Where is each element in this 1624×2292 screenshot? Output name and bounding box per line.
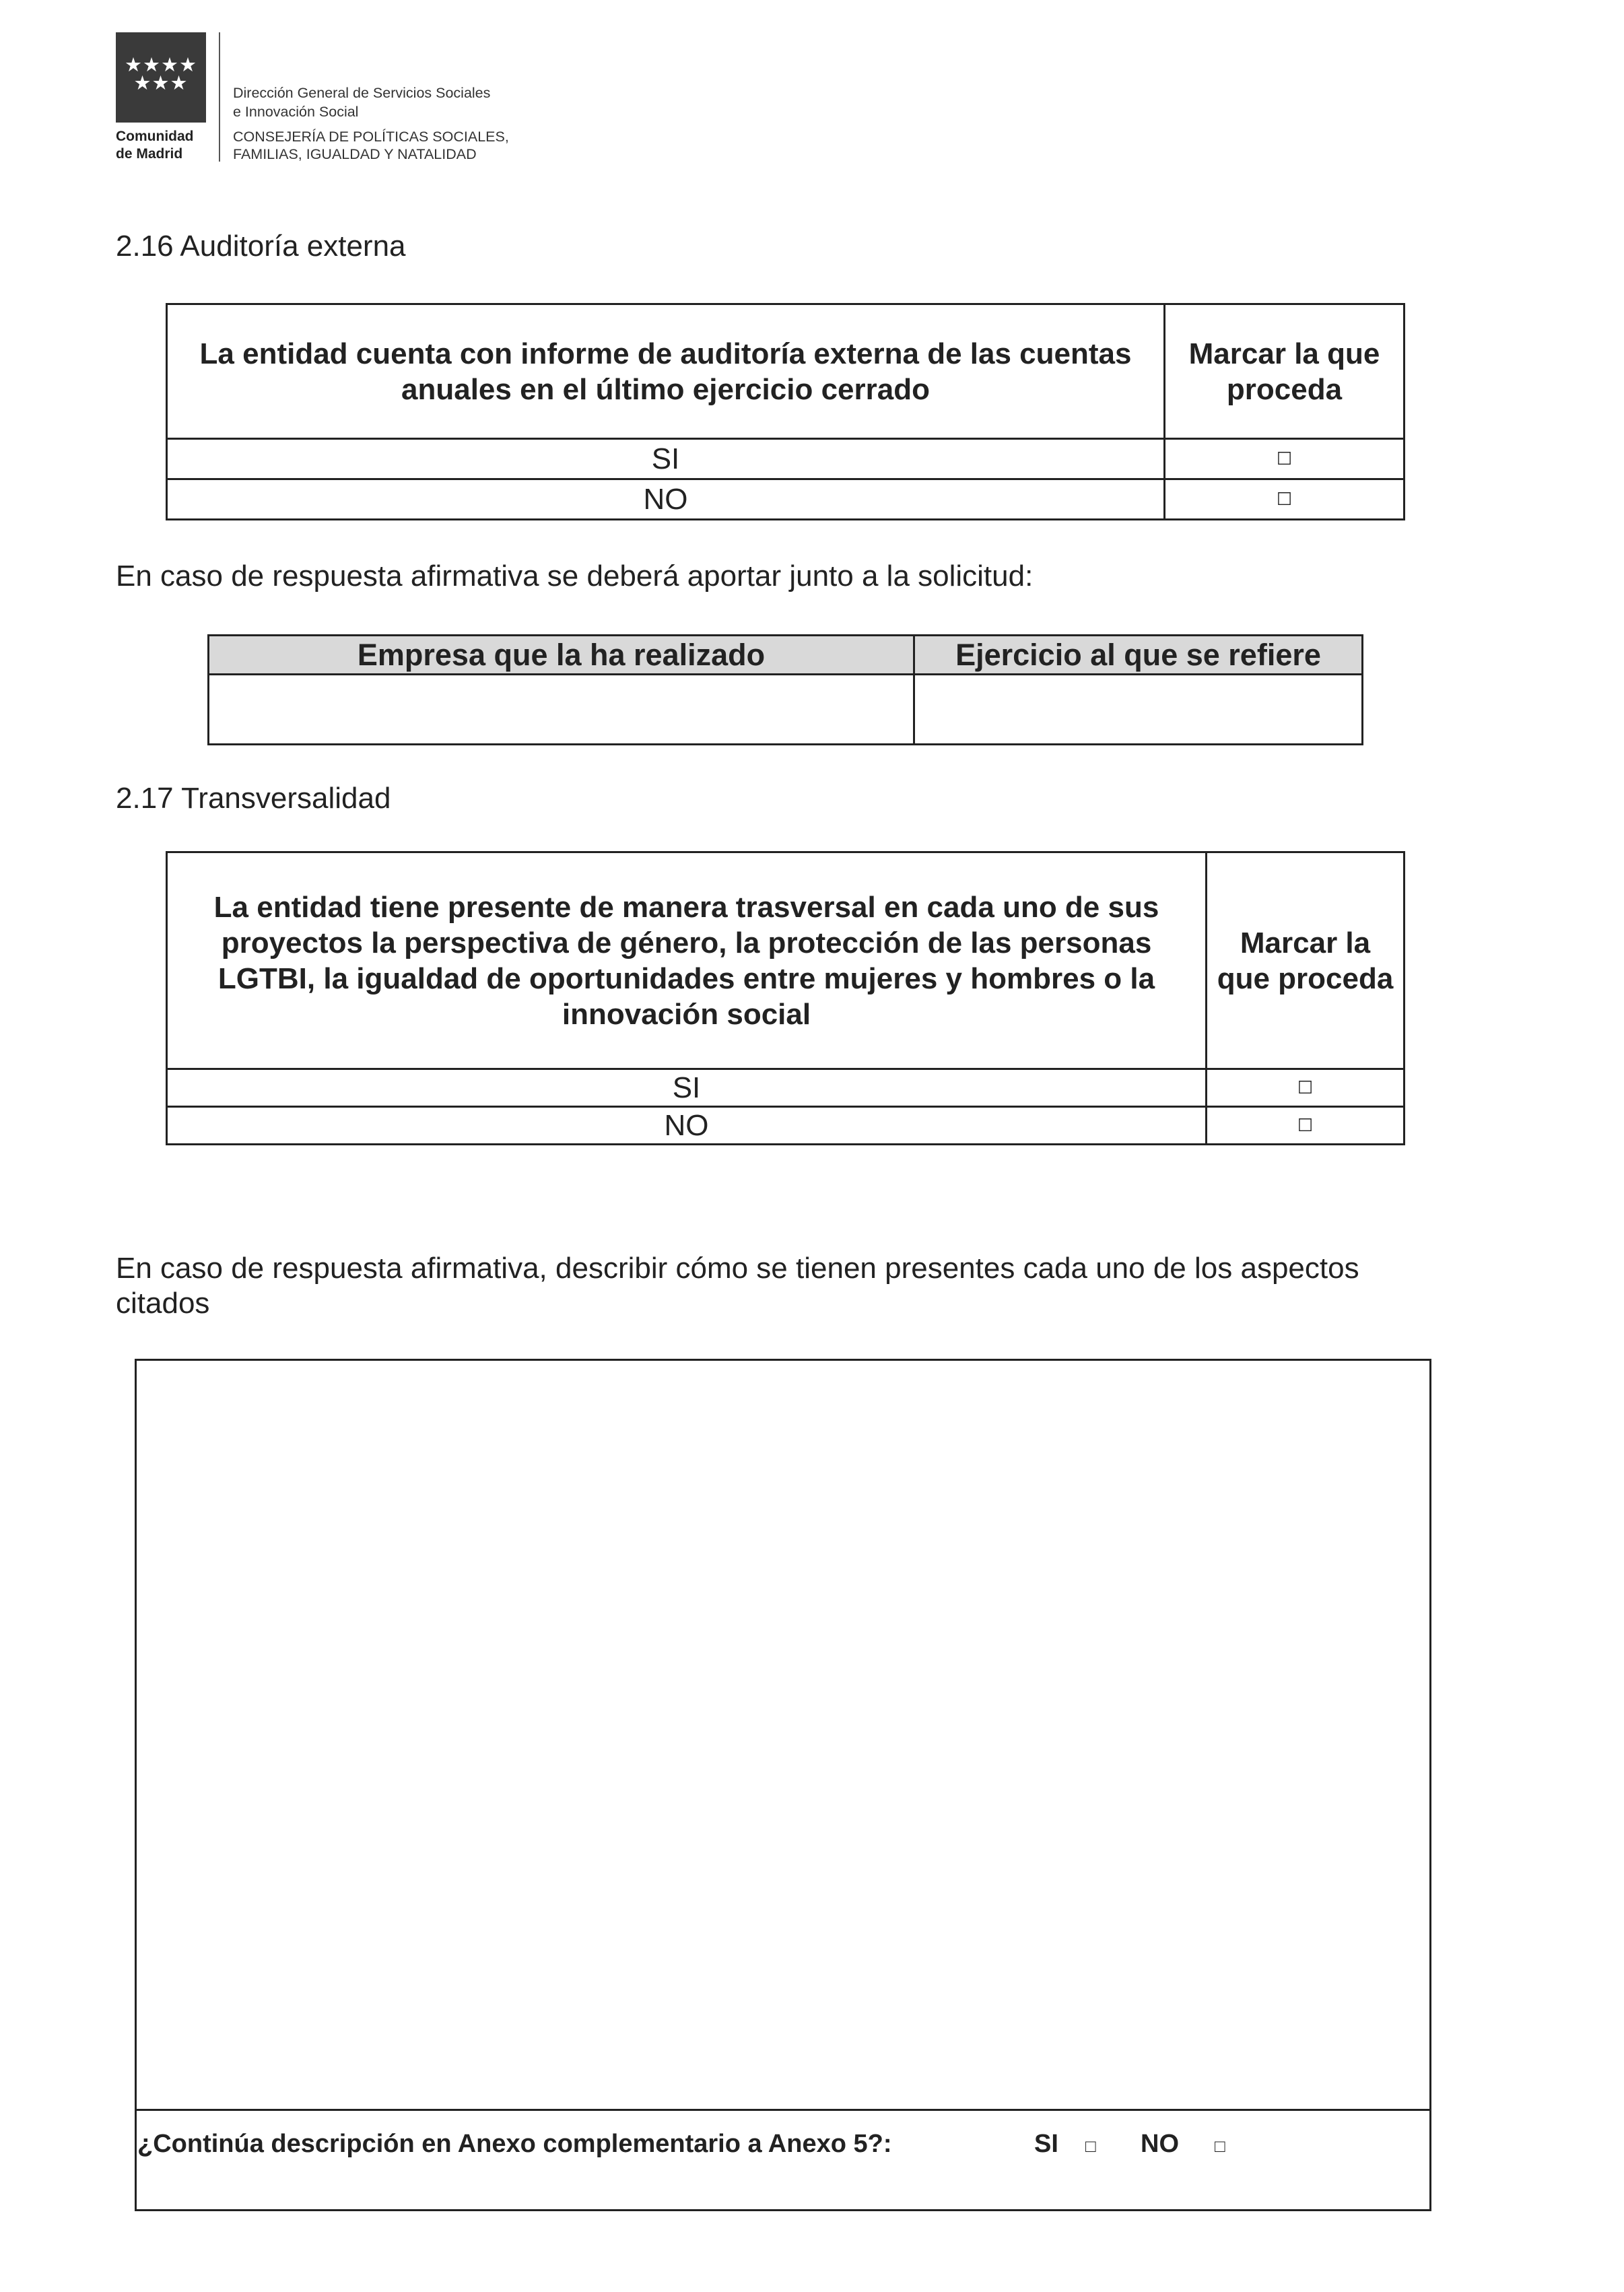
auditoria-followup-text: En caso de respuesta afirmativa se deberá aportar junto a la solicitud: [116,560,1034,593]
continue-si-label: SI [1034,2130,1058,2158]
auditoria-checkbox-no[interactable]: ☐ [1165,479,1405,520]
auditoria-checkbox-si[interactable]: ☐ [1165,439,1405,479]
auditoria-detail-table [207,634,1363,745]
continue-question: ¿Continúa descripción en Anexo complementario a Anexo 5?: [137,2130,892,2158]
transversalidad-question: La entidad tiene presente de manera trasversal en cada uno de sus proyectos la perspectiva de género, la protección de las personas LGTBI, la igualdad de oportunidades entre mujeres y hombres o la innovación social [167,852,1207,1069]
transversalidad-option-si: SI [167,1069,1207,1107]
transversalidad-checkbox-no[interactable]: ☐ [1207,1107,1405,1145]
header-divider [219,32,220,162]
transversalidad-followup-text: En caso de respuesta afirmativa, describir cómo se tienen presentes cada uno de los aspectos citados [116,1252,1359,1320]
description-field[interactable] [148,1374,1414,2094]
ejercicio-header: Ejercicio al que se refiere [914,636,1363,675]
auditoria-option-no: NO [167,479,1165,520]
empresa-header: Empresa que la ha realizado [209,636,914,675]
comunidad-madrid-logo [116,32,206,123]
section-title-transversalidad: 2.17 Transversalidad [116,782,391,815]
org-name: Comunidad de Madrid [116,129,194,162]
ejercicio-field[interactable] [914,675,1363,745]
transversalidad-mark-header: Marcar la que proceda [1207,852,1405,1069]
department-name: Dirección General de Servicios Sociales e Innovación Social [233,85,491,120]
transversalidad-option-no: NO [167,1107,1207,1145]
section-title-auditoria: 2.16 Auditoría externa [116,230,406,263]
auditoria-question: La entidad cuenta con informe de auditoría externa de las cuentas anuales en el último ejercicio cerrado [167,304,1165,439]
description-separator [135,2109,1431,2111]
continue-no-label: NO [1141,2130,1179,2158]
auditoria-table [166,303,1405,520]
transversalidad-checkbox-si[interactable]: ☐ [1207,1069,1405,1107]
auditoria-option-si: SI [167,439,1165,479]
consejeria-name: CONSEJERÍA DE POLÍTICAS SOCIALES, FAMILIAS, IGUALDAD Y NATALIDAD [233,129,509,162]
auditoria-mark-header: Marcar la que proceda [1165,304,1405,439]
continue-si-checkbox[interactable]: □ [1085,2136,1096,2156]
transversalidad-table [166,851,1405,1145]
continue-no-checkbox[interactable]: □ [1215,2136,1225,2156]
stars-icon: ★★★★ ★★★ [125,55,197,94]
empresa-field[interactable] [209,675,914,745]
